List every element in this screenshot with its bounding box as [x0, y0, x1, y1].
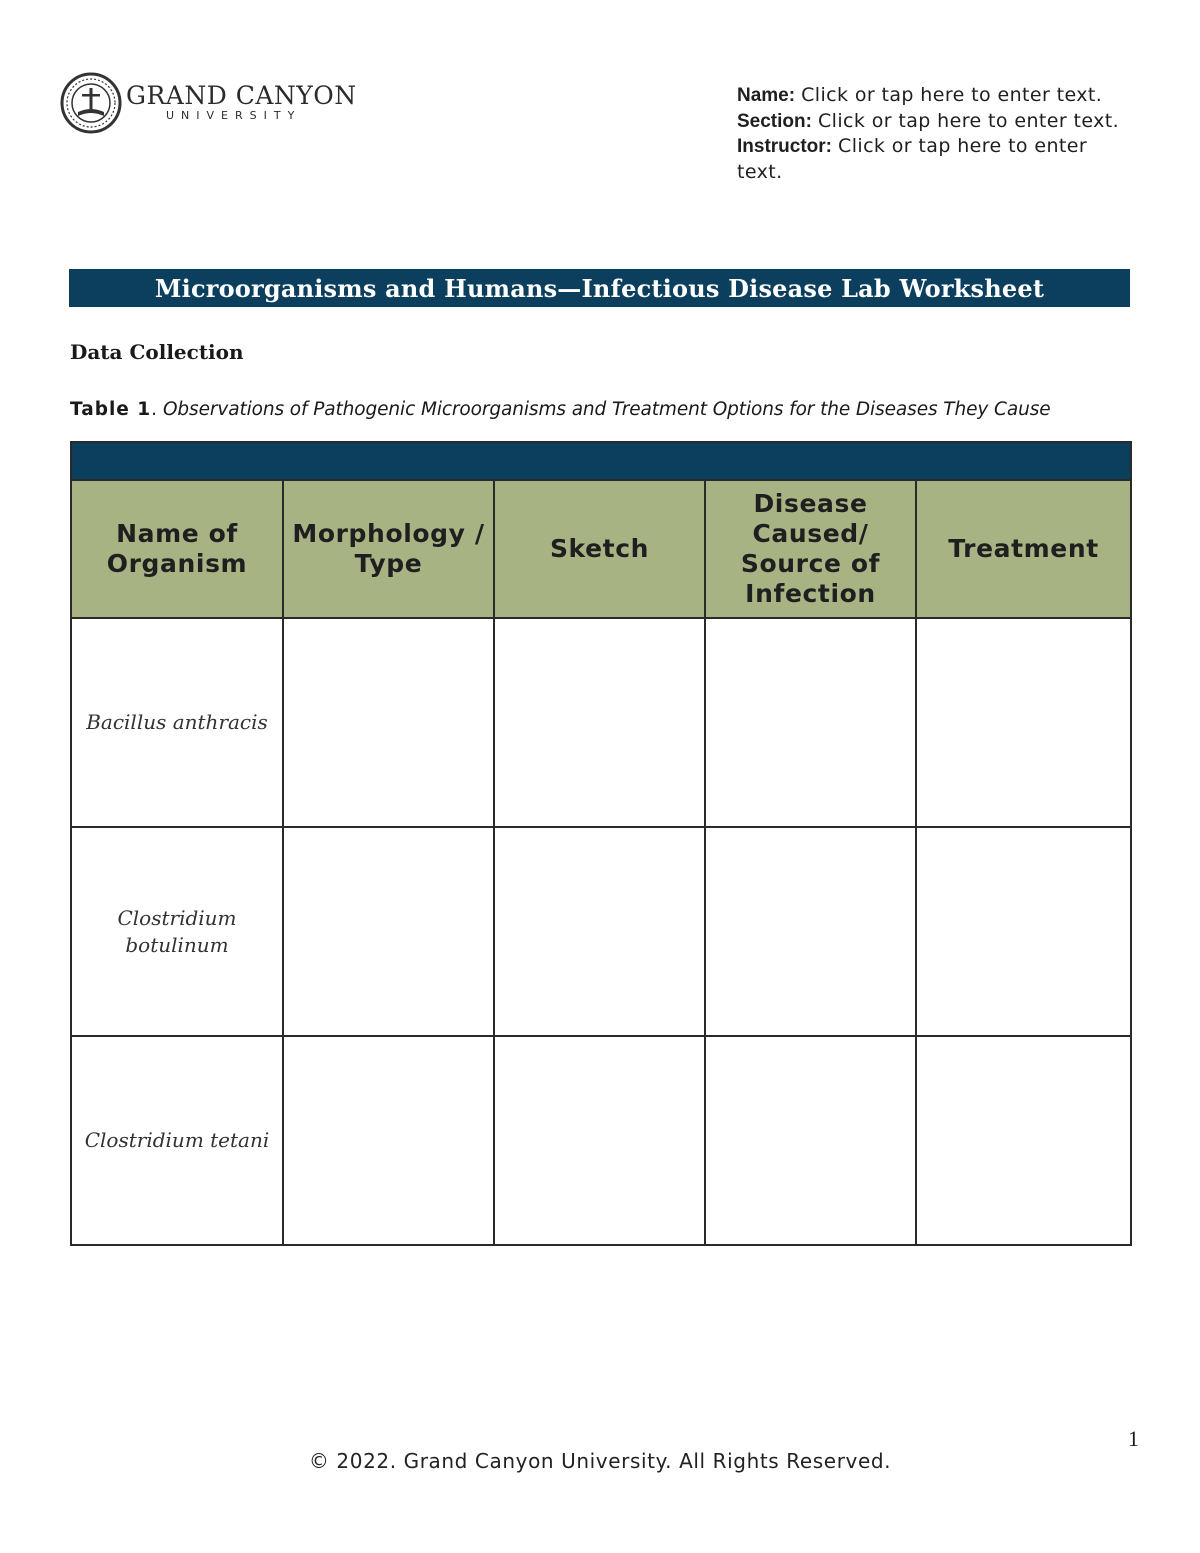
table-top-band [71, 442, 1131, 480]
treatment-cell[interactable] [916, 618, 1131, 827]
university-seal-icon [60, 72, 122, 134]
disease-cell[interactable] [705, 827, 916, 1036]
organism-cell [71, 1036, 283, 1245]
worksheet-title-bar [69, 269, 1130, 307]
instructor-input[interactable]: Click or tap here to enter text. [737, 135, 1088, 183]
header-disease: Disease Caused/ Source of Infection [705, 480, 916, 618]
header-treatment: Treatment [916, 480, 1131, 618]
organism-name: Clostridium tetani [84, 1128, 270, 1152]
morphology-cell[interactable] [283, 618, 494, 827]
header-sketch: Sketch [494, 480, 705, 618]
table-row [71, 618, 1131, 827]
organism-cell [71, 827, 283, 1036]
instructor-label: Instructor: [737, 136, 832, 157]
worksheet-title: Microorganisms and Humans—Infectious Disease Lab Worksheet [154, 273, 1045, 303]
table-caption-label: Table 1 [70, 399, 152, 420]
section-label: Section: [737, 110, 812, 132]
section-input[interactable]: Click or tap here to enter text. [818, 109, 1120, 132]
treatment-cell[interactable] [916, 827, 1131, 1036]
table-row [71, 827, 1131, 1036]
treatment-cell[interactable] [916, 1036, 1131, 1245]
table-row [71, 1036, 1131, 1245]
header-morphology: Morphology / Type [283, 480, 494, 618]
name-input[interactable]: Click or tap here to enter text. [801, 84, 1103, 106]
student-info-fields [737, 83, 1137, 185]
section-heading: Data Collection [70, 340, 244, 364]
observations-table [70, 441, 1132, 1246]
organism-cell [71, 618, 283, 827]
disease-cell[interactable] [705, 618, 916, 827]
copyright-footer: © 2022. Grand Canyon University. All Rights Reserved. [308, 1449, 892, 1473]
morphology-cell[interactable] [283, 827, 494, 1036]
organism-name: Clostridium botulinum [117, 905, 237, 957]
disease-cell[interactable] [705, 1036, 916, 1245]
name-field [737, 83, 1137, 109]
page-number: 1 [1128, 1426, 1139, 1451]
university-logo [60, 72, 357, 134]
table-header-row [71, 480, 1131, 618]
table-caption: Table 1. Observations of Pathogenic Microorganisms and Treatment Options for the Diseases They Cause [70, 399, 1051, 420]
section-field [737, 109, 1137, 135]
sketch-cell[interactable] [494, 827, 705, 1036]
header-name-of-organism: Name of Organism [71, 480, 283, 618]
name-label: Name: [737, 85, 796, 106]
logo-name: GRAND CANYON [126, 81, 357, 110]
sketch-cell[interactable] [494, 618, 705, 827]
sketch-cell[interactable] [494, 1036, 705, 1245]
instructor-field [737, 134, 1137, 185]
table-caption-text: Observations of Pathogenic Microorganisms and Treatment Options for the Diseases They Cause [162, 399, 1051, 420]
logo-subtitle: UNIVERSITY [166, 109, 302, 122]
organism-name: Bacillus anthracis [86, 710, 268, 734]
morphology-cell[interactable] [283, 1036, 494, 1245]
